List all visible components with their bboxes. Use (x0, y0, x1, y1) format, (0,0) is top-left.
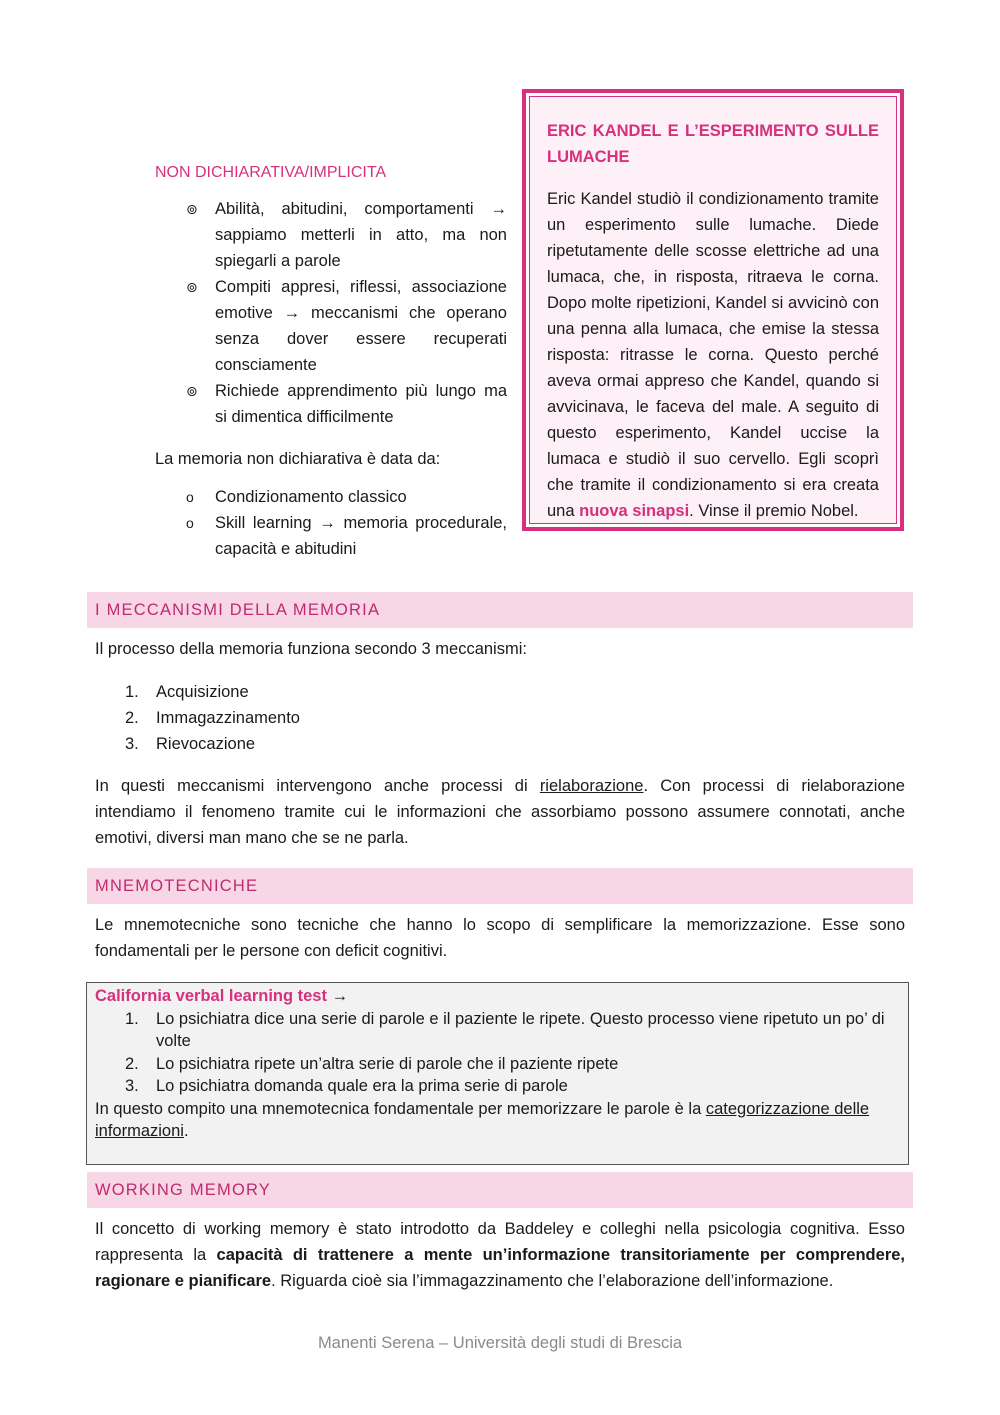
california-closing: In questo compito una mnemotecnica fondamentale per memorizzare le parole è la categorizzazione delle informazioni. (95, 1099, 870, 1140)
working-memory-bold: capacità di trattenere a mente un’informazione transitoriamente per comprendere, ragionare e pianificare (95, 1246, 905, 1290)
categorizzazione-underline: categorizzazione delle informazioni (95, 1099, 870, 1140)
working-memory-paragraph: Il concetto di working memory è stato introdotto da Baddeley e colleghi nella psicologia cognitiva. Esso rappresenta la capacità di trattenere a mente un’informazione transitoriamente per comprendere, ragionare e pianificare. Riguarda cioè sia l’immagazzinamento che l’elaborazione dell’informazione. (95, 1220, 905, 1290)
meccanismi-paragraph: In questi meccanismi intervengono anche processi di rielaborazione. Con processi di rielaborazione intendiamo il fenomeno tramite cui le informazioni che assorbiamo possono assumere connotati, anche emotivi, diversi man mano che se ne parla. (95, 777, 905, 847)
list-item: o Condizionamento classico (215, 484, 507, 510)
meccanismi-intro: Il processo della memoria funziona secondo 3 meccanismi: (95, 640, 527, 658)
list-item: ⊚ Abilità, abitudini, comportamenti → sappiamo metterli in atto, ma non spiegarli a parole (215, 196, 507, 274)
arrow-icon: → (331, 987, 349, 1005)
rielaborazione-underline: rielaborazione (539, 777, 644, 795)
bullet-icon: ⊚ (186, 201, 198, 217)
circle-bullet-icon: o (186, 515, 194, 531)
list-item: 1. Acquisizione (125, 683, 249, 701)
left-paragraph: La memoria non dichiarativa è data da: (155, 450, 441, 468)
bullet-list (155, 196, 507, 430)
arrow-icon: → (319, 514, 336, 532)
circle-bullet-icon: o (186, 489, 194, 505)
bullet-icon: ⊚ (186, 383, 198, 399)
kandel-box-text: Eric Kandel studiò il condizionamento tramite un esperimento sulle lumache. Diede ripetutamente delle scosse elettriche ad una lumaca, che, in risposta, ritraeva le corna. Dopo molte ripetizioni, Kandel si avvicinò con una penna alla lumaca, che emise la stessa risposta: ritrasse le corna. Questo perché aveva ormai appreso che Kandel, quando si avvicinava, le faceva del male. A seguito di questo esperimento, Kandel uccise la lumaca e studiò il suo cervello. Egli scoprì che tramite il condizionamento si era creata una nuova sinapsi. Vinse il premio Nobel. (547, 190, 879, 520)
list-item: ⊚ Compiti appresi, riflessi, associazione emotive → meccanismi che operano senza dover essere recuperati consciamente (215, 274, 507, 378)
section-heading-mnemotecniche: MNEMOTECNICHE (87, 868, 913, 904)
left-column (155, 160, 507, 562)
kandel-highlight: nuova sinapsi (579, 502, 690, 520)
list-item: 1. Lo psichiatra dice una serie di parole e il paziente le ripete. Questo processo viene ripetuto un po’ di volte (125, 1009, 885, 1050)
list-item: 2. Lo psichiatra ripete un’altra serie di parole che il paziente ripete (125, 1054, 619, 1073)
section-heading-meccanismi: I MECCANISMI DELLA MEMORIA (87, 592, 913, 628)
california-box-title-row (95, 985, 900, 1008)
list-item: 3. Lo psichiatra domanda quale era la prima serie di parole (125, 1077, 568, 1095)
meccanismi-list (95, 679, 905, 757)
sub-list (155, 484, 507, 562)
california-box-title: California verbal learning test (95, 987, 327, 1005)
list-item: 3. Rievocazione (125, 735, 256, 753)
arrow-icon: → (283, 304, 301, 322)
list-item: ⊚ Richiede apprendimento più lungo ma si dimentica difficilmente (215, 378, 507, 430)
kandel-box-title: ERIC KANDEL E L’ESPERIMENTO SULLE LUMACHE (547, 122, 879, 166)
list-item: 2. Immagazzinamento (125, 709, 300, 727)
kandel-box (522, 89, 904, 531)
kandel-box-inner (529, 96, 897, 524)
california-list (95, 1008, 900, 1098)
california-box (86, 982, 909, 1165)
section-heading-working-memory: WORKING MEMORY (87, 1172, 913, 1208)
bullet-icon: ⊚ (186, 279, 198, 295)
arrow-icon: → (490, 200, 507, 218)
mnemotecniche-paragraph: Le mnemotecniche sono tecniche che hanno lo scopo di semplificare la memorizzazione. Esse sono fondamentali per le persone con deficit cognitivi. (95, 916, 905, 960)
page-footer: Manenti Serena – Università degli studi di Brescia (317, 1334, 683, 1352)
list-item: o Skill learning → memoria procedurale, capacità e abitudini (215, 510, 507, 562)
left-heading: NON DICHIARATIVA/IMPLICITA (155, 164, 387, 181)
